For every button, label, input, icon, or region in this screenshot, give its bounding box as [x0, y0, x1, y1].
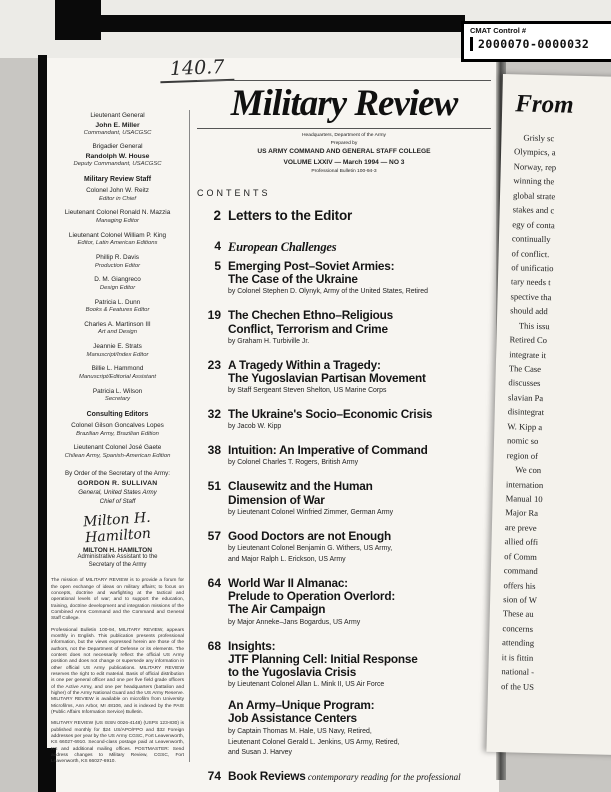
contents-heading: CONTENTS [197, 187, 271, 198]
entry-title: The Ukraine's Socio–Economic Crisis [228, 407, 433, 422]
staff-list [51, 187, 184, 404]
publication-info [197, 132, 491, 176]
from-editor-line: offers his [503, 579, 536, 591]
secretary-order-block [51, 470, 184, 570]
from-editor-line: disintegrat [507, 406, 545, 418]
fine-print-paragraph: MILITARY REVIEW (US ISSN 0026-4148) (USPS 123-830) is published monthly for $24 US/APO/FPO and $32 Foreign addresses per year by the US Army CGSC, Fort Leavenworth, KS 66027-6910. Second-class postage paid at Leavenworth, KS and additional mailing offices. POSTMASTER: Send address changes to Military Review, CGSC, Fort Leavenworth, KS 66027-6910. [51, 721, 184, 765]
entry-body [228, 260, 428, 297]
entry-title: Insights: [228, 638, 276, 653]
consulting-list [51, 422, 184, 461]
entry-title: Good Doctors are not Enough [228, 528, 392, 543]
entry-body [228, 577, 395, 628]
cmat-label: CMAT Control # [470, 26, 527, 35]
entry-body [228, 240, 336, 254]
from-editor-line: The Case [508, 363, 542, 375]
from-editor-line: allied offi [504, 536, 539, 548]
staff-entry [51, 187, 184, 203]
entry-byline: and Major Ralph L. Erickson, US Army [228, 556, 346, 563]
entry-page-number: 57 [207, 528, 221, 543]
cmat-number: 2000070-0000032 [470, 37, 607, 51]
entry-block [228, 480, 393, 517]
contents-entry [197, 208, 491, 223]
contents-entry [197, 359, 491, 396]
entry-title: to the Yugoslavia Crisis [228, 664, 357, 679]
from-editor-line: integrate it [509, 348, 547, 360]
from-editor-line: spective tha [510, 291, 552, 303]
entry-block [228, 408, 432, 432]
column-divider [189, 110, 190, 762]
entry-byline: by Lieutenant Colonel Winfried Zimmer, German Army [228, 508, 394, 516]
entry-byline: by Colonel Charles T. Rogers, British Army [228, 459, 359, 467]
person-name: Lieutenant Colonel José Gaete [73, 444, 162, 452]
pub-line-bulletin: Professional Bulletin 100-94-3 [311, 169, 377, 175]
person-rank: Lieutenant General [90, 112, 145, 119]
from-editor-line: discusses [508, 377, 541, 389]
pub-line-headquarters: Headquarters, Department of the Army [302, 133, 386, 138]
from-editor-line: of unificatio [511, 262, 554, 274]
person-name: John E. Miller [95, 121, 140, 129]
person-role: Design Editor [99, 284, 136, 291]
entry-block [228, 699, 418, 758]
scan-artifact-bar [99, 15, 465, 32]
consulting-heading: Consulting Editors [86, 411, 149, 419]
entry-page-number: 51 [207, 479, 221, 494]
contents-entry [197, 408, 491, 432]
person-role: Brazilian Army, Brazilian Edition [76, 430, 159, 437]
entry-body [228, 359, 426, 396]
entry-title: JTF Planning Cell: Initial Response [228, 651, 418, 666]
contents-entry [197, 770, 491, 783]
entry-byline: and Susan J. Harvey [228, 749, 292, 757]
entry-block [228, 640, 418, 691]
signature-script: Milton H. Hamilton [82, 509, 152, 547]
leadership-list [51, 112, 184, 169]
from-editor-text [501, 130, 611, 696]
person-role: Editor in Chief [99, 195, 136, 202]
from-editor-line: should add [510, 305, 548, 317]
cmat-control-box [461, 21, 611, 62]
fine-print [51, 578, 184, 765]
entry-block [228, 577, 395, 628]
entry-block [228, 444, 428, 468]
entry-title: Clausewitz and the Human [228, 479, 373, 494]
staff-entry [51, 444, 184, 460]
fine-print-paragraph: Professional Bulletin 100-94, MILITARY REVIEW, appears monthly in English. This publication presents professional information, but the views expressed herein are those of the authors, not the Department of Defense or its elements. The content does not necessarily reflect the official US Army position and does not change or supersede any information in other official US Army publications. MILITARY REVIEW reserves the right to edit material. Basis of official distribution is one per general officer and one per five field grade officers of the Active Army, and one per headquarters (battalion and higher) of the Army National Guard and the US Army Reserve. MILITARY REVIEW is available on microfilm from University Microfilms, Ann Arbor, MI 48106, and is indexed by the PAIS (Public Affairs Information Service) Bulletin. [51, 627, 184, 716]
person-role: Art and Design [98, 329, 137, 336]
contents-entry [197, 260, 491, 297]
from-editor-line: sion of W [503, 594, 538, 605]
person-role: Production Editor [94, 262, 141, 269]
entry-title: Book Reviews contemporary reading for the professional [228, 769, 461, 784]
person-role: Editor, Latin American Editions [77, 240, 158, 247]
entry-byline: by Captain Thomas M. Hale, US Navy, Retired, [228, 727, 372, 735]
staff-entry [51, 388, 184, 404]
entry-subtitle: contemporary reading for the professional [305, 772, 461, 783]
official-name: MILTON H. HAMILTON [82, 546, 153, 554]
entry-page-number: 74 [207, 769, 221, 784]
entry-block [228, 208, 352, 223]
contents-entry [197, 480, 491, 517]
scan-artifact-left-edge [38, 55, 47, 792]
entry-title: Emerging Post–Soviet Armies: [228, 258, 395, 273]
entry-byline: by Lieutenant Colonel Benjamin G. Withers, US Army, [228, 545, 393, 553]
from-editor-line: internation [505, 478, 544, 490]
person-rank: Brigadier General [92, 143, 143, 151]
contents-entry [197, 444, 491, 468]
fine-print-paragraph: The mission of MILITARY REVIEW is to provide a forum for the open exchange of ideas on military affairs; to focus on concepts, doctrine and warfighting at the tactical and operational levels of war; and to support the education, training, doctrine development and integration missions of the Combined Arms Command and the Command and General Staff College. [51, 578, 184, 622]
entry-title: Dimension of War [228, 492, 325, 507]
person-role: Secretary [104, 396, 131, 403]
contents-column [197, 80, 491, 792]
person-role: Books & Features Editor [85, 307, 150, 314]
entry-body [228, 309, 393, 346]
entry-page-number: 32 [207, 407, 221, 422]
from-editor-line: W. Kipp a [507, 420, 543, 432]
chief-of-staff-name: GORDON R. SULLIVAN [77, 479, 158, 487]
entry-block [228, 359, 426, 396]
from-editor-line: nomic so [506, 435, 539, 447]
staff-entry [51, 321, 184, 337]
entry-title: Job Assistance Centers [228, 711, 357, 726]
entry-byline: Lieutenant Colonel Gerald L. Jenkins, US Army, Retired, [228, 738, 400, 746]
from-editor-line: These au [502, 608, 534, 620]
from-editor-line: global strate [512, 190, 556, 202]
from-editor-line: egy of conta [512, 218, 555, 230]
entry-title: The Air Campaign [228, 602, 326, 617]
staff-entry [51, 254, 184, 270]
from-editor-line: continually [511, 233, 551, 245]
entry-title: The Chechen Ethno–Religious [228, 308, 394, 323]
leadership-entry [51, 143, 184, 168]
contents-entry [197, 240, 491, 254]
person-name: Patricia L. Wilson [92, 387, 143, 395]
leadership-entry [51, 112, 184, 137]
official-role-line-2: Secretary of the Army [88, 561, 147, 568]
entry-byline: by Colonel Stephen D. Olynyk, Army of the United States, Retired [228, 288, 428, 296]
entry-page-number: 23 [207, 357, 221, 372]
masthead-rule-bottom [197, 128, 491, 129]
staff-heading: Military Review Staff [83, 175, 151, 183]
from-editor-line: stakes and c [512, 204, 555, 216]
staff-entry [51, 232, 184, 248]
person-role: Managing Editor [96, 217, 139, 224]
person-name: Lieutenant Colonel Ronald N. Mazzia [64, 209, 171, 217]
from-editor-line: Major Ra [505, 507, 539, 519]
contents-entry [197, 640, 491, 759]
contents-entry [197, 577, 491, 628]
entry-page-number: 5 [214, 258, 221, 273]
from-editor-line: of the US [500, 680, 535, 692]
from-editor-line: command [503, 565, 538, 577]
contents-entry [197, 309, 491, 346]
from-the-editor-page [486, 74, 611, 756]
from-editor-line: Norway, rep [513, 161, 557, 173]
from-editor-line: concerns [502, 623, 534, 634]
from-editor-line: attending [501, 637, 535, 649]
person-role: Deputy Commandant, USACGSC [73, 161, 162, 168]
entry-page-number: 38 [207, 443, 221, 458]
person-name: D. M. Giangreco [94, 276, 141, 284]
entry-title: World War II Almanac: [228, 575, 348, 590]
person-name: Jeannie E. Strats [93, 343, 142, 351]
entry-block [228, 309, 393, 346]
person-role: Manuscript/Editorial Assistant [78, 374, 157, 381]
from-editor-line: national - [501, 666, 535, 678]
person-name: Phillip R. Davis [96, 253, 139, 261]
staff-entry [51, 422, 184, 438]
masthead-sidebar [51, 112, 184, 771]
staff-entry [51, 343, 184, 359]
scan-artifact-block [55, 0, 101, 40]
entry-byline: by Major Anneke–Jans Bogardus, US Army [228, 618, 361, 626]
from-editor-line: of Comm [504, 550, 538, 562]
entry-block [228, 530, 392, 565]
entry-title: Prelude to Operation Overlord: [228, 589, 396, 604]
entry-page-number: 68 [207, 638, 221, 653]
from-editor-line: slavian Pa [507, 392, 544, 403]
entry-title: Intuition: An Imperative of Command [228, 443, 428, 458]
entry-title: The Yugoslavian Partisan Movement [228, 370, 426, 385]
entry-body [228, 480, 393, 517]
from-editor-line: Grisly sc [523, 132, 555, 144]
entry-byline: by Graham H. Turbiville Jr. [228, 337, 310, 345]
entry-block [228, 260, 428, 297]
entry-block [228, 240, 336, 254]
chief-of-staff-title: General, United States Army [78, 488, 157, 496]
staff-entry [51, 365, 184, 381]
from-editor-line: region of [506, 449, 539, 461]
contents-entry [197, 530, 491, 565]
entry-title: The Case of the Ukraine [228, 272, 358, 287]
from-editor-line: it is fittin [501, 651, 534, 663]
entry-page-number: 2 [213, 207, 221, 223]
entry-title: An Army–Unique Program: [228, 698, 375, 713]
from-editor-line: are preve [504, 521, 537, 533]
person-role: Manuscript/Index Editor [86, 351, 149, 358]
entry-body [228, 770, 461, 783]
person-name: Colonel Gilson Goncalves Lopes [71, 422, 164, 430]
entry-body [228, 208, 352, 223]
person-role: Chilean Army, Spanish-American Edition [64, 453, 171, 460]
person-name: Charles A. Martinson III [84, 320, 151, 328]
pub-line-prepared-by: Prepared by [330, 140, 358, 146]
person-name: Lieutenant Colonel William P. King [68, 231, 167, 239]
person-name: Colonel John W. Reitz [86, 186, 149, 194]
entry-body [228, 530, 392, 565]
entry-body [228, 640, 418, 759]
entry-page-number: 19 [207, 308, 221, 323]
entry-title: European Challenges [228, 239, 337, 254]
from-editor-line: winning the [513, 175, 555, 187]
pub-line-college: US ARMY COMMAND AND GENERAL STAFF COLLEGE [257, 148, 431, 156]
person-name: Patricia L. Dunn [94, 298, 141, 306]
chief-of-staff-title-2: Chief of Staff [99, 497, 136, 505]
entry-byline: by Staff Sergeant Steven Shelton, US Marine Corps [228, 387, 387, 395]
from-editor-line: We con [515, 464, 542, 476]
entry-title: Conflict, Terrorism and Crime [228, 321, 388, 336]
from-heading: From [514, 90, 574, 119]
entry-title: Letters to the Editor [228, 207, 353, 223]
person-role: Commandant, USACGSC [83, 129, 152, 136]
entry-page-number: 64 [207, 575, 221, 590]
contents-entries [197, 208, 491, 784]
official-role-line: Administrative Assistant to the [77, 553, 158, 560]
from-editor-line: Manual 10 [505, 493, 543, 505]
entry-block [228, 770, 461, 783]
masthead-rule-top [197, 80, 491, 81]
staff-entry [51, 209, 184, 225]
entry-byline: by Lieutenant Colonel Allan L. Mink II, US Air Force [228, 681, 385, 689]
entry-byline: by Jacob W. Kipp [228, 423, 282, 431]
handwritten-note: 140.7 [160, 56, 235, 84]
person-name: Billie L. Hammond [91, 365, 144, 373]
from-editor-line: This issu [518, 320, 550, 331]
from-editor-line: Retired Co [509, 334, 548, 346]
from-editor-line: of conflict. [511, 247, 550, 259]
staff-entry [51, 299, 184, 315]
pub-line-volume: VOLUME LXXIV — March 1994 — NO 3 [283, 158, 405, 166]
entry-body [228, 408, 432, 432]
from-editor-line: tary needs t [510, 276, 551, 288]
entry-page-number: 4 [214, 238, 221, 253]
entry-title: A Tragedy Within a Tragedy: [228, 357, 381, 372]
from-editor-line: Olympics, a [513, 146, 556, 158]
by-order-line: By Order of the Secretary of the Army: [65, 469, 170, 477]
entry-body [228, 444, 428, 468]
magazine-title: Military Review [230, 83, 458, 124]
person-name: Randolph W. House [85, 153, 150, 161]
staff-entry [51, 276, 184, 292]
